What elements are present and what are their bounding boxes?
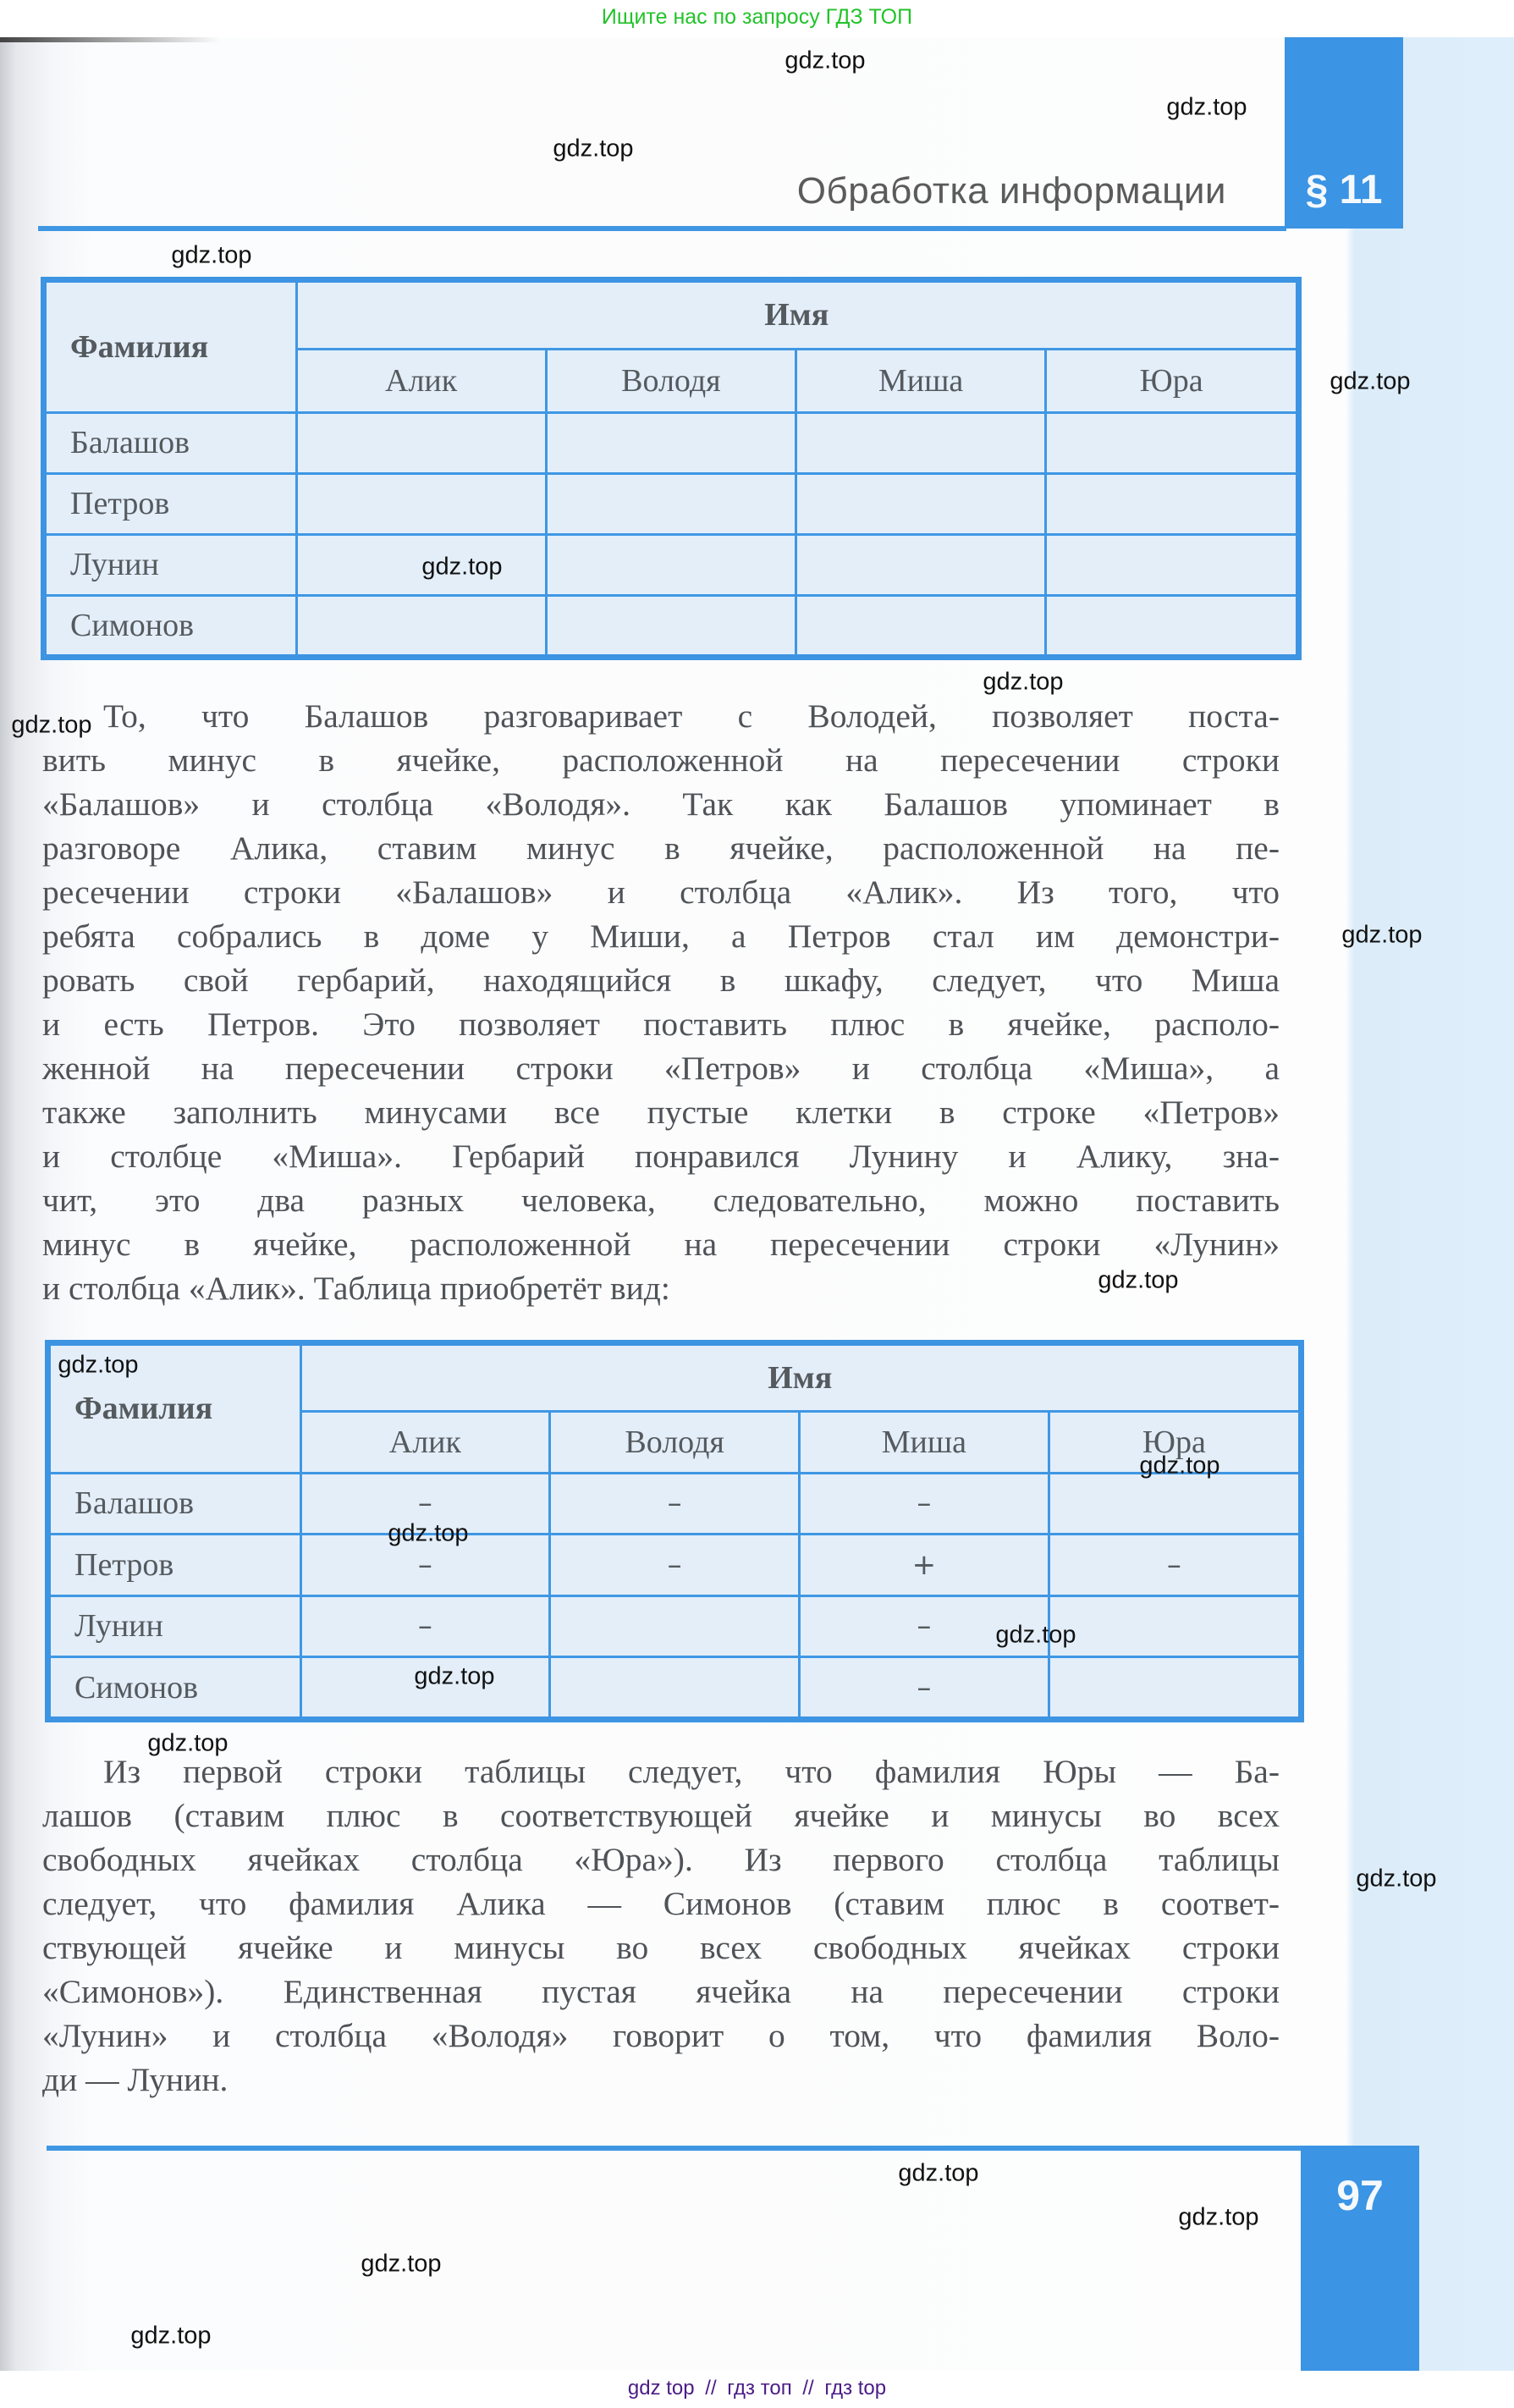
text-line: «Симонов»). Единственная пустая ячейка на пересечении строки	[42, 1973, 1280, 2010]
table-cell	[550, 1595, 800, 1657]
column-header-yura: Юра	[1049, 1411, 1298, 1473]
section-label: § 11	[1305, 168, 1383, 212]
row-header-lunin: Лунин	[51, 1595, 300, 1657]
table-cell	[796, 534, 1046, 595]
column-header-volodya: Володя	[546, 349, 796, 412]
table-cell	[1049, 1595, 1298, 1657]
text-line: и столбце «Миша». Гербарий понравился Лунину и Алику, зна-	[42, 1138, 1280, 1175]
row-header-lunin: Лунин	[47, 534, 296, 595]
text-line: ди — Лунин.	[42, 2061, 228, 2098]
table-row	[51, 1595, 1298, 1657]
page-number: 97	[1336, 2172, 1384, 2219]
row-header-simonov: Симонов	[51, 1657, 300, 1716]
footer-link-gdz-top[interactable]: gdz top	[627, 2377, 695, 2400]
table-cell	[296, 412, 546, 473]
watermark: gdz.top	[1098, 1266, 1179, 1294]
watermark: gdz.top	[147, 1729, 228, 1757]
watermark: gdz.top	[414, 1662, 495, 1690]
plus-mark: +	[800, 1535, 1049, 1596]
text-line: ресечении строки «Балашов» и столбца «Алик». Из того, что	[42, 873, 1280, 911]
banner-text: Ищите нас по запросу ГДЗ ТОП	[601, 5, 913, 29]
watermark: gdz.top	[58, 1351, 139, 1379]
text-line: ровать свой гербарий, находящийся в шкафу, следует, что Миша	[42, 962, 1280, 999]
minus-mark: –	[1049, 1535, 1298, 1596]
table-row	[47, 534, 1296, 595]
chapter-title: Обработка информации	[796, 170, 1226, 212]
table-cell	[796, 412, 1046, 473]
row-header-balashov: Балашов	[47, 412, 296, 473]
table-cell	[1049, 1657, 1298, 1716]
text-line: «Лунин» и столбца «Володя» говорит о том, что фамилия Воло-	[42, 2017, 1280, 2054]
column-header-alik: Алик	[300, 1411, 550, 1473]
table-row	[51, 1473, 1298, 1535]
text-line: То, что Балашов разговаривает с Володей, позволяет поста-	[103, 697, 1280, 735]
column-header-yura: Юра	[1046, 349, 1296, 412]
text-line: лашов (ставим плюс в соответствующей ячейке и минусы во всех	[42, 1797, 1280, 1834]
row-header-petrov: Петров	[51, 1535, 300, 1596]
textbook-page	[0, 37, 1514, 2371]
text-line: разговоре Алика, ставим минус в ячейке, расположенной на пе-	[42, 829, 1280, 867]
text-line: минус в ячейке, расположенной на пересечении строки «Лунин»	[42, 1226, 1280, 1263]
table-cell	[1046, 595, 1296, 654]
column-header-misha: Миша	[800, 1411, 1049, 1473]
table-cell	[1046, 412, 1296, 473]
minus-mark: –	[300, 1473, 550, 1535]
explanation-paragraph-2	[42, 1750, 1280, 2102]
text-line: также заполнить минусами все пустые клетки в строке «Петров»	[42, 1094, 1280, 1131]
site-footer	[0, 2371, 1514, 2408]
footer-link-gdz-top-mixed[interactable]: гдз top	[824, 2377, 887, 2400]
watermark: gdz.top	[995, 1621, 1076, 1649]
watermark: gdz.top	[361, 2250, 442, 2278]
table-cell	[1046, 473, 1296, 534]
table-row	[47, 473, 1296, 534]
minus-mark: –	[550, 1535, 800, 1596]
watermark: gdz.top	[388, 1519, 469, 1547]
minus-mark: –	[800, 1657, 1049, 1716]
watermark: gdz.top	[1330, 367, 1411, 395]
table-cell	[796, 473, 1046, 534]
footer-separator: //	[802, 2377, 814, 2400]
text-line: вить минус в ячейке, расположенной на пересечении строки	[42, 741, 1280, 779]
table-row	[51, 1535, 1298, 1596]
table-cell	[296, 595, 546, 654]
table-cell	[296, 473, 546, 534]
watermark: gdz.top	[553, 135, 634, 163]
surname-column-header: Фамилия	[51, 1346, 300, 1473]
table-cell	[546, 595, 796, 654]
table-cell	[546, 473, 796, 534]
row-header-balashov: Балашов	[51, 1473, 300, 1535]
table-cell	[546, 412, 796, 473]
table-cell	[1049, 1473, 1298, 1535]
text-line: женной на пересечении строки «Петров» и столбца «Миша», а	[42, 1050, 1280, 1087]
table-cell	[1046, 534, 1296, 595]
table-cell	[546, 534, 796, 595]
watermark: gdz.top	[1178, 2203, 1259, 2231]
table-cell	[796, 595, 1046, 654]
text-line: свободных ячейках столбца «Юра»). Из первого столбца таблицы	[42, 1841, 1280, 1878]
column-header-alik: Алик	[296, 349, 546, 412]
page-number-tab	[1301, 2146, 1419, 2371]
watermark: gdz.top	[1341, 921, 1423, 949]
watermark: gdz.top	[421, 553, 503, 581]
explanation-paragraph-1	[42, 694, 1280, 1310]
watermark: gdz.top	[1166, 93, 1247, 121]
table-row	[47, 595, 1296, 654]
watermark: gdz.top	[11, 711, 92, 739]
empty-logic-table	[41, 277, 1302, 660]
table-row	[47, 412, 1296, 473]
table-cell	[550, 1657, 800, 1716]
filled-logic-table	[45, 1340, 1304, 1722]
row-header-simonov: Симонов	[47, 595, 296, 654]
text-line: и есть Петров. Это позволяет поставить плюс в ячейке, располо-	[42, 1006, 1280, 1043]
column-header-volodya: Володя	[550, 1411, 800, 1473]
text-line: и столбца «Алик». Таблица приобретёт вид:	[42, 1270, 670, 1307]
table-row	[51, 1657, 1298, 1716]
section-tab	[1285, 37, 1403, 229]
header-rule	[38, 226, 1286, 231]
watermark: gdz.top	[1356, 1865, 1437, 1893]
column-header-misha: Миша	[796, 349, 1046, 412]
text-line: ребята собрались в доме у Миши, а Петров стал им демонстри-	[42, 917, 1280, 955]
minus-mark: –	[800, 1473, 1049, 1535]
minus-mark: –	[300, 1595, 550, 1657]
text-line: «Балашов» и столбца «Володя». Так как Балашов упоминает в	[42, 785, 1280, 823]
watermark: gdz.top	[983, 668, 1064, 696]
text-line: Из первой строки таблицы следует, что фамилия Юры — Ба-	[103, 1753, 1280, 1790]
minus-mark: –	[550, 1473, 800, 1535]
watermark: gdz.top	[130, 2322, 212, 2350]
row-header-petrov: Петров	[47, 473, 296, 534]
watermark: gdz.top	[785, 47, 866, 74]
name-group-header: Имя	[296, 283, 1296, 349]
text-line: ствующей ячейке и минусы во всех свободных ячейках строки	[42, 1929, 1280, 1966]
text-line: чит, это два разных человека, следовательно, можно поставить	[42, 1182, 1280, 1219]
footer-separator: //	[705, 2377, 717, 2400]
watermark: gdz.top	[171, 241, 252, 269]
text-line: следует, что фамилия Алика — Симонов (ставим плюс в соответ-	[42, 1885, 1280, 1922]
minus-mark: –	[300, 1535, 550, 1596]
watermark: gdz.top	[1139, 1452, 1220, 1480]
footer-rule	[47, 2146, 1303, 2151]
surname-column-header: Фамилия	[47, 283, 296, 412]
page-edge-shadow	[0, 37, 220, 42]
watermark: gdz.top	[898, 2159, 979, 2187]
name-group-header: Имя	[300, 1346, 1298, 1411]
site-banner	[0, 0, 1514, 37]
footer-link-gdz-top-ru[interactable]: гдз топ	[727, 2377, 792, 2400]
minus-mark: –	[800, 1595, 1049, 1657]
